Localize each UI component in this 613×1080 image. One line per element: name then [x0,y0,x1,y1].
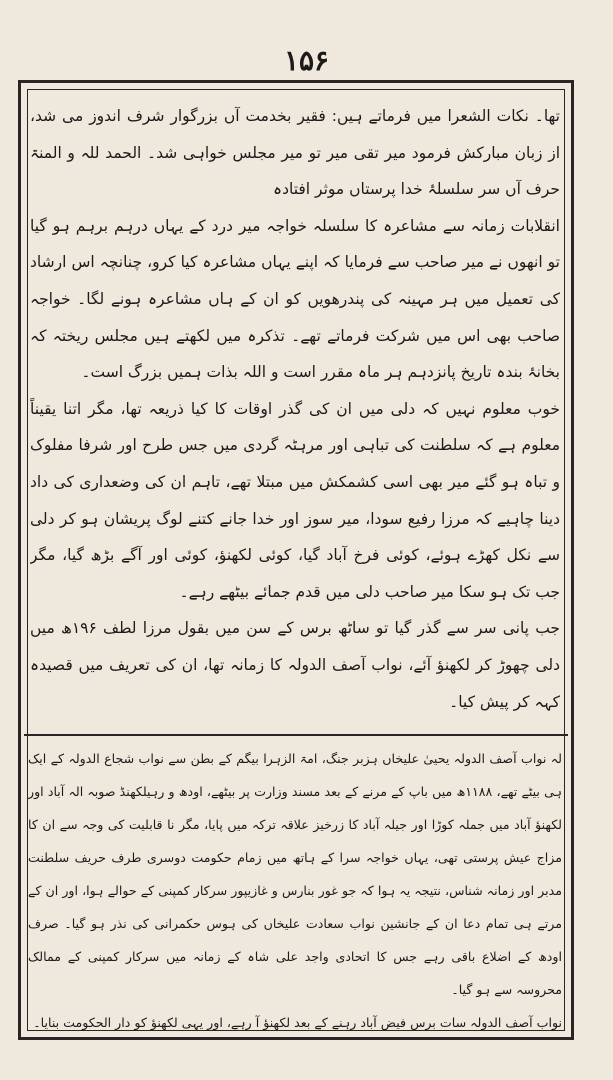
page-number: ۱۵۶ [283,44,330,77]
paragraph-1: تھا۔ نکات الشعرا میں فرماتے ہیں: فقیر بخدمت آں بزرگوار شرف اندوز می شد، از زبان مبارکش فرمود میر تقی میر تو میر مجلس خواہی شد۔ الحمد للہ و المنۃ حرف آں سر سلسلۂ خدا پرستاں موثر افتادہ [30,107,560,199]
main-text [30,98,560,726]
footnote-divider [24,734,568,736]
paragraph-2: انقلابات زمانہ سے مشاعرہ کا سلسلہ خواجہ میر درد کے یہاں درہم برہم ہو گیا تو انھوں نے میر صاحب سے فرمایا کہ اپنے یہاں مشاعرہ کیا کرو، چنانچہ اس ارشاد کی تعمیل میں ہر مہینہ کی پندرھویں کو ان کے ہاں مشاعرہ ہونے لگا۔ خواجہ صاحب بھی اس میں شرکت فرماتے تھے۔ تذکرہ میں لکھتے ہیں مجلس ریختہ کہ بخانۂ بندہ تاریخ پانزدہم ہر ماہ مقرر است و اللہ بذات ہمیں بزرگ است۔ [30,216,560,382]
footnotes [28,742,562,1034]
footnote-1: لہ نواب آصف الدولہ یحییٰ علیخاں ہزبر جنگ، امۃ الزہرا بیگم کے بطن سے نواب شجاع الدولہ کے ایک ہی بیٹے تھے، ۱۱۸۸ھ میں باپ کے مرنے کے بعد مسند وزارت پر بیٹھے، اودھ و رہیلکھنڈ صوبہ الہ آباد اور لکھنؤ آباد میں جملہ کوڑا اور جیلہ آباد کا زرخیز علاقہ ترکہ میں پایا، مگر نا قابلیت کی وجہ سے ان کا مزاج عیش پرستی تھی، یہاں خواجہ سرا کے ہاتھ میں زمام حکومت دوسری طرف حریف سلطنت مدبر اور زمانہ شناس، نتیجہ یہ ہوا کہ جو غور بنارس و غازیپور سرکار کمپنی کے حوالے ہوا، اور ان کے مرتے ہی تمام دعا ان کے جانشین نواب سعادت علیخاں کی ہوس حکمرانی کی نذر ہو گیا۔ صرف اودھ کے اضلاع باقی رہے جس کا اتحادی واجد علی شاہ کے زمانہ میں سرکار کمپنی کے ممالک محروسہ سے ہو گیا۔ [28,751,562,997]
footnote-2: نواب آصف الدولہ سات برس فیض آباد رہنے کے بعد لکھنؤ آ رہے، اور یہی لکھنؤ کو دار الحکومت بنایا۔ [33,1015,562,1030]
paragraph-3: خوب معلوم نہیں کہ دلی میں ان کی گذر اوقات کا کیا ذریعہ تھا، مگر اتنا یقیناً معلوم ہے کہ سلطنت کی تباہی اور مرہٹہ گردی میں جس طرح اور شرفا مفلوک و تباہ ہو گئے میر بھی اسی کشمکش میں مبتلا تھے، تاہم ان کی وضعداری کی داد دینا چاہیے کہ مرزا رفیع سودا، میر سوز اور خدا جانے کتنے لوگ پریشان ہو کر دلی سے نکل کھڑے ہوئے، کوئی فرخ آباد گیا، کوئی لکھنؤ، کوئی اور آگے بڑھ گیا، مگر جب تک ہو سکا میر صاحب دلی میں قدم جمائے بیٹھے رہے۔ [30,399,560,601]
paragraph-4: جب پانی سر سے گذر گیا تو ساٹھ برس کے سن میں بقول مرزا لطف ۱۹۶ھ میں دلی چھوڑ کر لکھنؤ آئے، نواب آصف الدولہ کا زمانہ تھا، ان کی تعریف میں قصیدہ کہہ کر پیش کیا۔ [30,619,560,711]
